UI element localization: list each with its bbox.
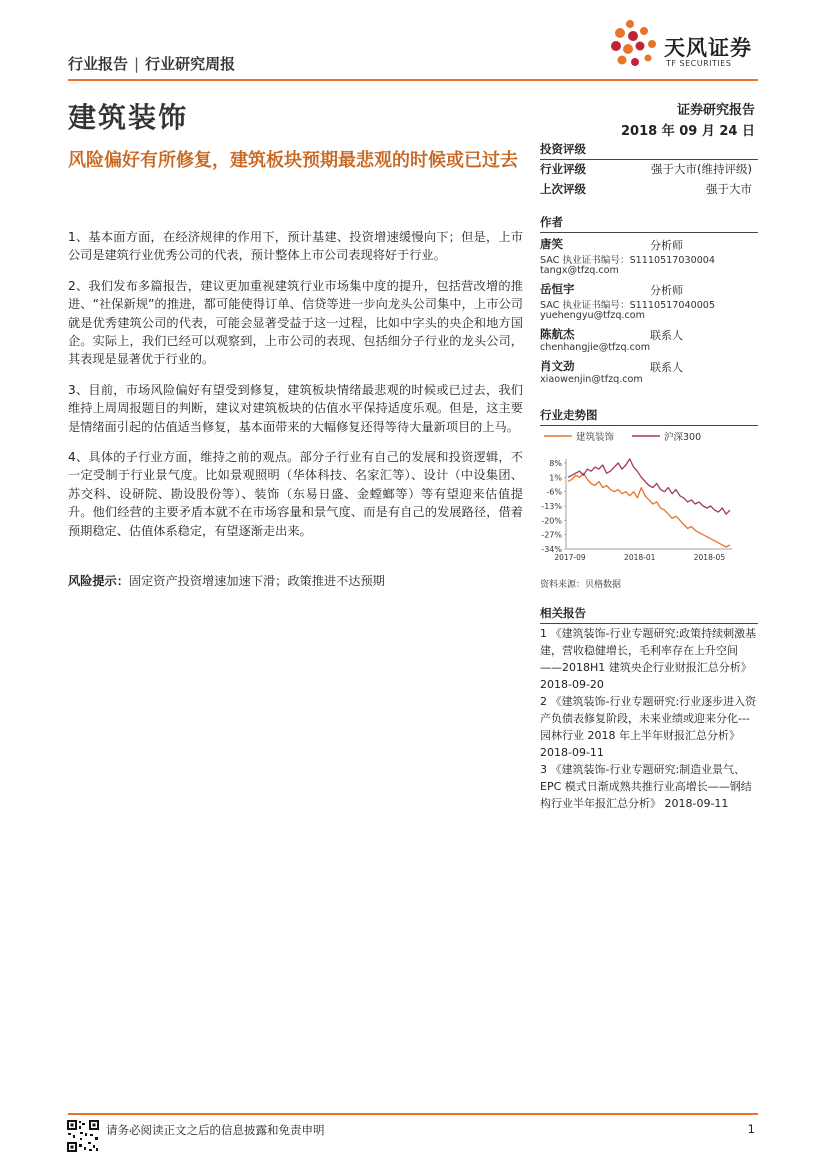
- previous-rating-label: 上次评级: [540, 182, 586, 196]
- related-report-item[interactable]: 3 《建筑装饰-行业专题研究:制造业景气、EPC 模式日渐成熟共推行业高增长——钢结构行业半年报汇总分析》 2018-09-11: [540, 763, 752, 810]
- contact-name: 陈航杰: [540, 327, 575, 341]
- analyst-name: 岳恒宇: [540, 282, 575, 296]
- logo-wordmark: 天风证券: [664, 36, 752, 60]
- current-rating-row: [540, 161, 752, 177]
- chart-section-title: 行业走势图: [540, 407, 758, 426]
- authors-section-title: 作者: [540, 214, 758, 233]
- x-tick-label: 2017-09: [554, 553, 586, 562]
- y-tick-label: 1%: [549, 473, 562, 483]
- analyst-cert: SAC 执业证书编号：S1110517030004: [540, 255, 716, 266]
- report-body: [68, 228, 523, 552]
- contact-role: 联系人: [650, 329, 683, 342]
- disclaimer-notice: 请务必阅读正文之后的信息披露和免责申明: [106, 1123, 325, 1137]
- series-line: [568, 459, 730, 514]
- report-date: 2018 年 09 月 24 日: [621, 124, 755, 139]
- contact-email[interactable]: chenhangjie@tfzq.com: [540, 342, 651, 353]
- risk-text: 固定资产投资增速加速下滑；政策推进不达预期: [128, 574, 385, 588]
- industry-trend-chart: [540, 425, 758, 573]
- analyst-email[interactable]: yuehengyu@tfzq.com: [540, 310, 645, 321]
- footer-divider: [68, 1113, 758, 1115]
- report-headline: 风险偏好有所修复，建筑板块预期最悲观的时候或已过去: [68, 150, 518, 171]
- page-number: 1: [747, 1122, 755, 1136]
- y-tick-label: 8%: [549, 459, 562, 468]
- contact-email[interactable]: xiaowenjin@tfzq.com: [540, 374, 643, 385]
- rating-section-title: 投资评级: [540, 141, 758, 160]
- previous-rating-value: 强于大市: [706, 182, 752, 196]
- breadcrumb-separator: |: [134, 55, 140, 73]
- body-paragraph: 2、我们发布多篇报告，建议更加重视建筑行业市场集中度的提升，包括营改增的推进、“社保新规”的推进，都可能使得订单、信贷等进一步向龙头公司集中，上市公司就是优秀建筑公司的代表，可能会显著受益于这一过程，比如中字头的央企和地方国企。实际上，我们已经可以观察到，上市公司的表现、包括细分子行业的龙头公司，其表现是显著优于行业的。: [68, 278, 523, 367]
- analyst-role: 分析师: [650, 284, 683, 297]
- analyst-name: 唐笑: [540, 237, 563, 251]
- related-section-title: 相关报告: [540, 605, 758, 624]
- body-paragraph: 3、目前，市场风险偏好有望受到修复，建筑板块情绪最悲观的时候或已过去，我们维持上周周报题目的判断，建议对建筑板块的估值水平保持适度乐观。但是，这主要是情绪面引起的估值适当修复，基本面带来的大幅修复还得等待大量新项目的上马。: [68, 382, 523, 434]
- analyst-role: 分析师: [650, 239, 683, 252]
- analyst-email[interactable]: tangx@tfzq.com: [540, 265, 619, 276]
- breadcrumb: [68, 53, 235, 74]
- body-paragraph: 1、基本面方面，在经济规律的作用下，预计基建、投资增速缓慢向下；但是，上市公司是建筑行业优秀公司的代表，预计整体上市公司表现将好于行业。: [68, 230, 523, 263]
- qr-code-icon: [66, 1119, 100, 1153]
- y-tick-label: -20%: [541, 516, 562, 526]
- risk-warning: [68, 572, 523, 589]
- y-tick-label: -34%: [541, 545, 562, 554]
- x-tick-label: 2018-05: [693, 553, 726, 562]
- related-report-item[interactable]: 2 《建筑装饰-行业专题研究:行业逐步进入资产负债表修复阶段，未来业绩或迎来分化---园林行业 2018 年上半年财报汇总分析》 2018-09-11: [540, 695, 757, 759]
- breadcrumb-report-subtype: 行业研究周报: [145, 55, 236, 73]
- y-tick-label: -13%: [541, 502, 562, 511]
- header-divider: [68, 79, 758, 81]
- related-reports-list: [540, 625, 758, 812]
- contact-role: 联系人: [650, 361, 683, 374]
- risk-label: 风险提示：: [68, 574, 129, 588]
- analyst-cert: SAC 执业证书编号：S1110517040005: [540, 300, 716, 311]
- related-report-item[interactable]: 1 《建筑装饰-行业专题研究:政策持续刺激基建，营收稳健增长，毛利率存在上升空间——2018H1 建筑央企行业财报汇总分析》 2018-09-20: [540, 627, 757, 691]
- current-rating-value: 强于大市(维持评级): [651, 162, 752, 176]
- legend-label: 建筑装饰: [576, 432, 615, 443]
- chart-source: 资料来源：贝格数据: [540, 580, 622, 590]
- x-tick-label: 2018-01: [624, 553, 656, 562]
- breadcrumb-report-type: 行业报告: [68, 55, 129, 73]
- series-line: [568, 473, 730, 547]
- document-type: 证券研究报告: [676, 103, 755, 118]
- body-paragraph: 4、具体的子行业方面，维持之前的观点。部分子行业有自己的发展和投资逻辑，不一定受制于行业景气度。比如景观照明（华体科技、名家汇等）、设计（中设集团、苏交科、设研院、勘设股份等）、装饰（东易日盛、金螳螂等）等有望迎来估值提升。他们经营的主要矛盾本就不在市场容量和景气度、而是有自己的发展路径，借着预期稳定、估值体系稳定，有望逐渐走出来。: [68, 450, 523, 538]
- current-rating-label: 行业评级: [540, 162, 586, 176]
- contact-name: 肖文劲: [540, 359, 575, 373]
- y-tick-label: -27%: [541, 530, 562, 540]
- industry-title: 建筑装饰: [68, 101, 189, 134]
- logo-english-name: TF SECURITIES: [666, 59, 732, 68]
- previous-rating-row: [540, 181, 752, 197]
- legend-label: 沪深300: [664, 432, 702, 443]
- y-tick-label: -6%: [546, 487, 562, 497]
